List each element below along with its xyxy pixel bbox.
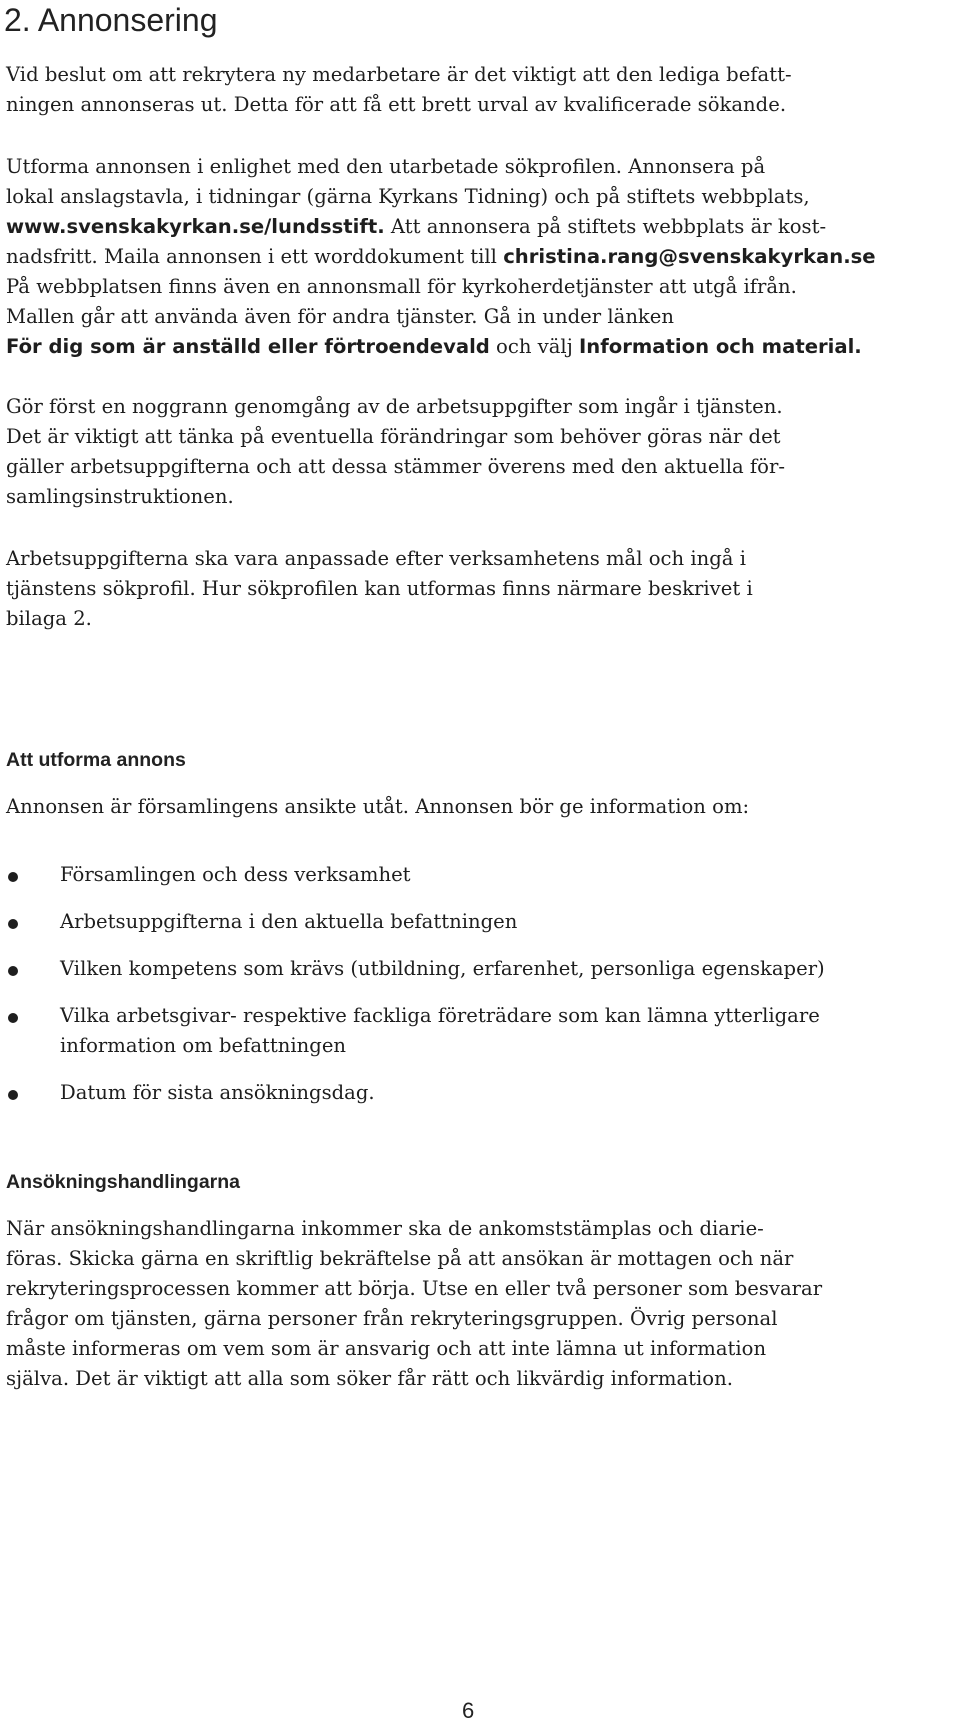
text-line: Det är viktigt att tänka på eventuella förändringar som behöver göras när det [6, 425, 781, 448]
text-line-rest: Att annonsera på stiftets webbplats är kost- [384, 215, 827, 238]
bullet-icon [8, 872, 18, 882]
section-heading-ad-design: Att utforma annons [6, 749, 186, 771]
list-item [0, 1078, 960, 1108]
text-line: Arbetsuppgifterna ska vara anpassade efter verksamhetens mål och ingå i [6, 547, 746, 570]
text-line: samlingsinstruktionen. [6, 485, 234, 508]
text-line: Mallen går att använda även för andra tjänster. Gå in under länken [6, 305, 675, 328]
bullet-icon [8, 919, 18, 929]
applications-paragraph [6, 1214, 956, 1394]
advertising-paragraph [6, 152, 956, 362]
page-number: 6 [462, 1698, 475, 1723]
list-item [0, 1001, 960, 1061]
text-line: föras. Skicka gärna en skriftlig bekräftelse på att ansökan är mottagen och när [6, 1247, 794, 1270]
list-item-text: Vilken kompetens som krävs (utbildning, erfarenhet, personliga egenskaper) [60, 957, 825, 980]
section-heading-applications: Ansökningshandlingarna [6, 1171, 241, 1193]
tasks-review-paragraph [6, 392, 956, 512]
text-line: Annonsen är församlingens ansikte utåt. Annonsen bör ge information om: [6, 795, 750, 818]
text-line: själva. Det är viktigt att alla som söker får rätt och likvärdig information. [6, 1367, 733, 1390]
page-title: 2. Annonsering [4, 2, 218, 38]
bullet-icon [8, 1090, 18, 1100]
text-line: måste informeras om vem som är ansvarig och att inte lämna ut information [6, 1337, 767, 1360]
list-item-text: information om befattningen [60, 1034, 347, 1057]
text-line: rekryteringsprocessen kommer att börja. Utse en eller två personer som besvarar [6, 1277, 823, 1300]
list-item-text: Församlingen och dess verksamhet [60, 863, 411, 886]
text-line: frågor om tjänsten, gärna personer från rekryteringsgruppen. Övrig personal [6, 1307, 778, 1330]
text-line: tjänstens sökprofil. Hur sökprofilen kan utformas finns närmare beskrivet i [6, 577, 753, 600]
contact-email-link[interactable]: christina.rang@svenskakyrkan.se [503, 245, 876, 268]
list-item-text: Vilka arbetsgivar- respektive fackliga företrädare som kan lämna ytterligare [60, 1004, 820, 1027]
list-item [0, 860, 960, 890]
text-line: Gör först en noggrann genomgång av de arbetsuppgifter som ingår i tjänsten. [6, 395, 783, 418]
text-line: bilaga 2. [6, 607, 92, 630]
list-item [0, 954, 960, 984]
text-line: gäller arbetsuppgifterna och att dessa stämmer överens med den aktuella för- [6, 455, 785, 478]
ad-info-list [0, 860, 960, 1125]
text-line: ningen annonseras ut. Detta för att få ett brett urval av kvalificerade sökande. [6, 93, 787, 116]
list-item-text: Datum för sista ansökningsdag. [60, 1081, 375, 1104]
text-connector: och välj [489, 335, 579, 358]
intro-paragraph [6, 60, 956, 120]
text-line: På webbplatsen finns även en annonsmall för kyrkoherdetjänster att utgå ifrån. [6, 275, 797, 298]
stift-website-link[interactable]: www.svenskakyrkan.se/lundsstift. [6, 215, 385, 238]
list-item [0, 907, 960, 937]
text-line: lokal anslagstavla, i tidningar (gärna Kyrkans Tidning) och på stiftets webbplats, [6, 185, 810, 208]
text-line-start: nadsfritt. Maila annonsen i ett worddokument till [6, 245, 504, 268]
bullet-icon [8, 966, 18, 976]
bullet-icon [8, 1013, 18, 1023]
information-material-link[interactable]: Information och material. [579, 335, 862, 358]
ad-intro-text [6, 792, 956, 822]
list-item-text: Arbetsuppgifterna i den aktuella befattningen [60, 910, 518, 933]
text-line: Vid beslut om att rekrytera ny medarbetare är det viktigt att den lediga befatt- [6, 63, 792, 86]
text-line: Utforma annonsen i enlighet med den utarbetade sökprofilen. Annonsera på [6, 155, 766, 178]
text-line: När ansökningshandlingarna inkommer ska de ankomststämplas och diarie- [6, 1217, 764, 1240]
employee-section-link[interactable]: För dig som är anställd eller förtroendevald [6, 335, 490, 358]
profile-paragraph [6, 544, 956, 634]
